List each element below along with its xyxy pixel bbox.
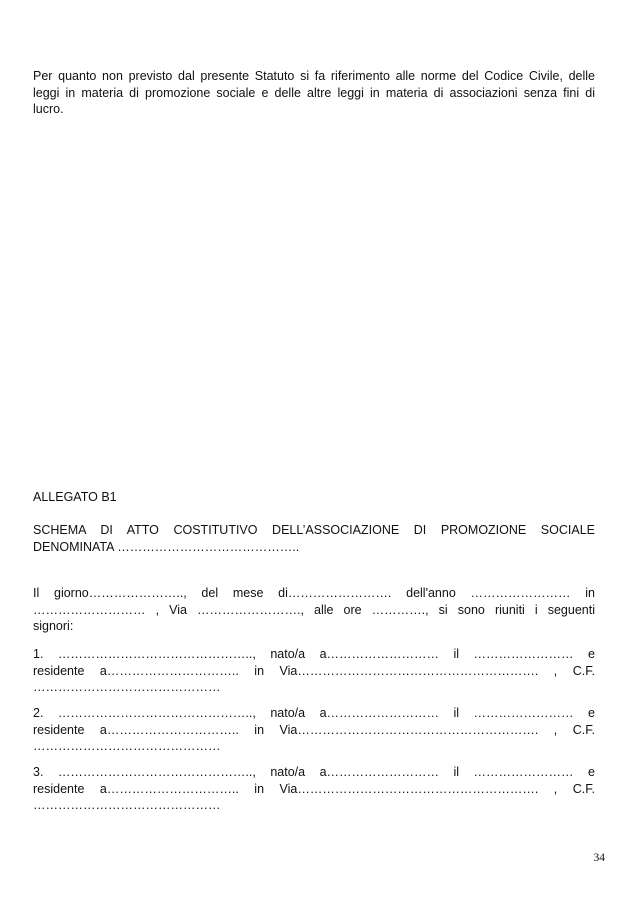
- page-number: 34: [593, 852, 605, 864]
- person-residence-line: residente a………………………….. in Via…………………………………………………. , C.F.: [33, 722, 595, 737]
- person-fiscal-code-line: ………………………………………: [33, 739, 221, 754]
- person-residence-line: residente a………………………….. in Via…………………………………………………. , C.F.: [33, 781, 595, 796]
- meeting-line: Il giorno………………….., del mese di……………………. dell'anno …………………… in: [33, 586, 595, 600]
- person-entry-1: [33, 646, 595, 696]
- intro-paragraph: [33, 68, 595, 118]
- intro-line: leggi in materia di promozione sociale e delle altre leggi in materia di associazioni senza fini di: [33, 85, 595, 100]
- intro-line: Per quanto non previsto dal presente Statuto si fa riferimento alle norme del Codice Civile, delle: [33, 69, 595, 83]
- schema-heading: [33, 522, 595, 555]
- schema-line: DENOMINATA ……………………………………..: [33, 539, 300, 554]
- person-name-line: 2. ……………………………………….., nato/a a……………………… il …………………… e: [33, 706, 595, 720]
- annex-title: [33, 489, 595, 506]
- meeting-line: signori:: [33, 619, 74, 634]
- person-name-line: 1. ……………………………………….., nato/a a……………………… il …………………… e: [33, 647, 595, 661]
- person-residence-line: residente a………………………….. in Via…………………………………………………. , C.F.: [33, 663, 595, 678]
- person-fiscal-code-line: ………………………………………: [33, 798, 221, 813]
- person-name-line: 3. ……………………………………….., nato/a a……………………… il …………………… e: [33, 765, 595, 779]
- schema-line: SCHEMA DI ATTO COSTITUTIVO DELL’ASSOCIAZIONE DI PROMOZIONE SOCIALE: [33, 523, 595, 537]
- person-entry-3: [33, 764, 595, 814]
- annex-title-text: ALLEGATO B1: [33, 490, 117, 504]
- intro-line: lucro.: [33, 102, 64, 117]
- meeting-paragraph: [33, 585, 595, 635]
- person-entry-2: [33, 705, 595, 755]
- meeting-line: ……………………… , Via ……………………., alle ore …………., si sono riuniti i seguenti: [33, 602, 595, 617]
- person-fiscal-code-line: ………………………………………: [33, 680, 221, 695]
